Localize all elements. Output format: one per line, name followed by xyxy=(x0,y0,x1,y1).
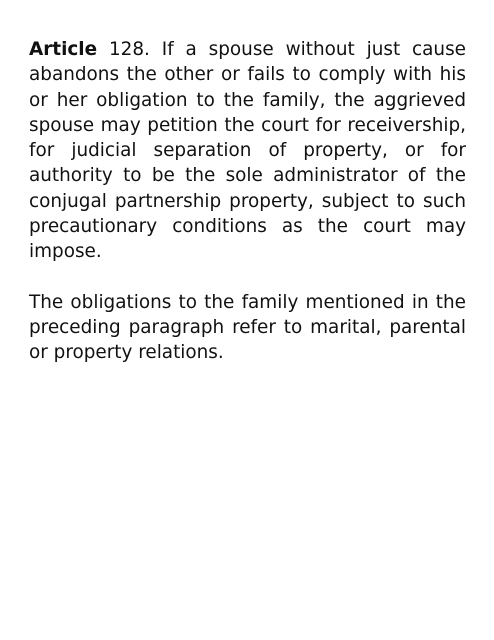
article-paragraph xyxy=(29,37,466,265)
second-paragraph: The obligations to the family mentioned in the preceding paragraph refer to marital, parental or property relations. xyxy=(29,291,466,364)
document-page xyxy=(29,37,466,391)
article-body-text: 128. If a spouse without just cause abandons the other or fails to comply with his or her obligation to the family, the aggrieved spouse may petition the court for receivership, for judicial separation of property, or for authority to be the sole administrator of the conjugal partnership property, subject to such precautionary conditions as the court may impose. xyxy=(29,39,466,263)
article-label: Article xyxy=(29,39,98,60)
